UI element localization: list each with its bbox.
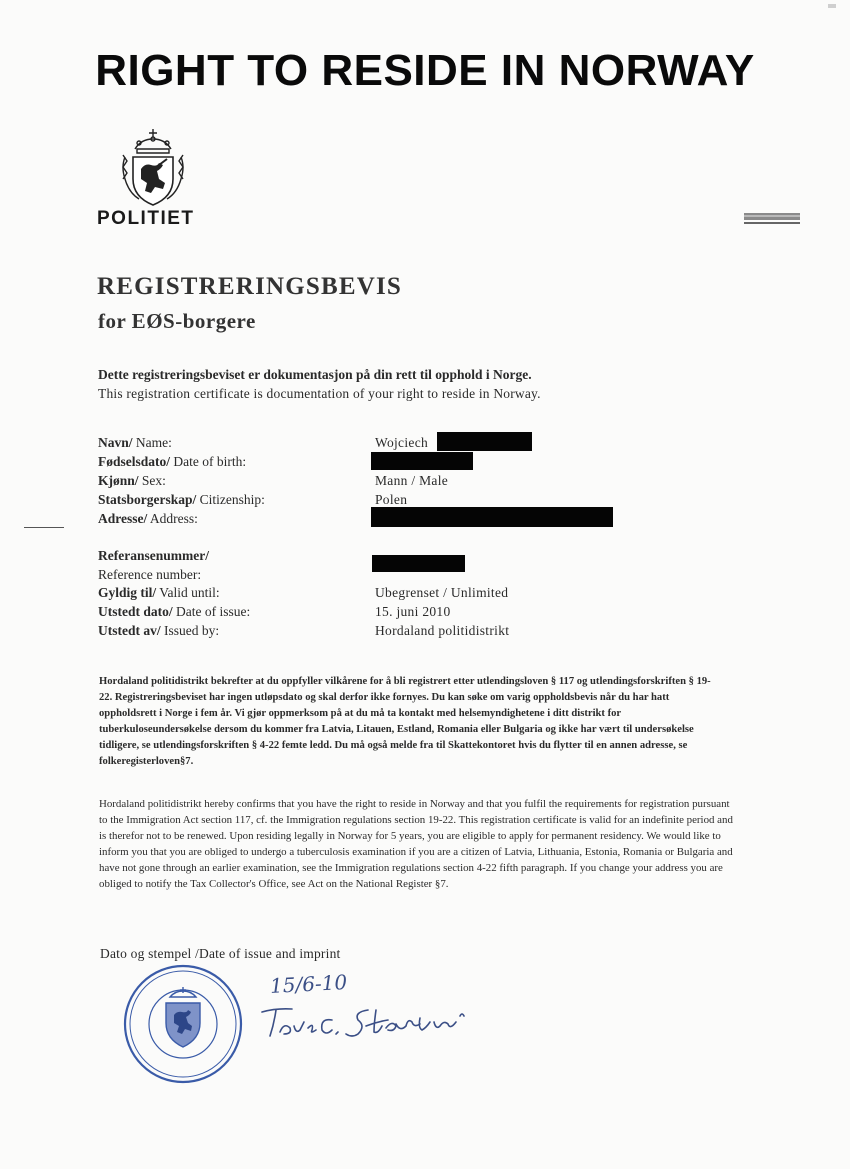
address-redaction <box>371 507 613 527</box>
name-label: Navn/ Name: <box>98 435 172 450</box>
scan-speck <box>828 4 836 8</box>
politiet-logo-text: POLITIET <box>97 208 195 229</box>
margin-rule <box>24 527 64 528</box>
document-subtitle: for EØS-borgere <box>98 309 256 333</box>
date-of-issue-label: Utstedt dato/ Date of issue: <box>98 604 251 619</box>
dob-redaction <box>371 452 473 470</box>
reference-label: Referansenummer/ <box>98 548 209 563</box>
name-value: Wojciech <box>375 435 429 450</box>
address-label: Adresse/ Address: <box>98 511 198 526</box>
sex-value: Mann / Male <box>375 473 449 488</box>
valid-until-label: Gyldig til/ Valid until: <box>98 585 220 600</box>
intro-english: This registration certificate is documentation of your right to reside in Norway. <box>98 386 541 401</box>
issued-by-label: Utstedt av/ Issued by: <box>98 623 220 638</box>
date-stamp-label: Dato og stempel /Date of issue and imprint <box>100 946 341 961</box>
citizenship-value: Polen <box>375 492 408 507</box>
citizenship-label: Statsborgerskap/ Citizenship: <box>98 492 265 507</box>
coat-of-arms-icon <box>117 127 189 209</box>
document-title: REGISTRERINGSBEVIS <box>97 273 403 300</box>
headline: RIGHT TO RESIDE IN NORWAY <box>95 46 755 95</box>
dob-label: Fødselsdato/ Date of birth: <box>98 454 247 469</box>
signature-icon <box>258 998 473 1044</box>
police-stamp-icon <box>122 963 244 1085</box>
paragraph-norwegian: Hordaland politidistrikt bekrefter at du oppfyller vilkårene for å bli registrert etter utlendingsloven § 117 og utlendingsforskriften § 19-22. Registreringsbeviset har ingen utløpsdato og skal derfor ikke fornyes. Du kan søke om varig oppholdsbevis når du har hatt oppholdsrett i Norge i fem år. Vi gjør oppmerksom på at du må ta kontakt med helsemyndighetene i ditt distrikt for tuberkuloseundersøkelse dersom du kommer fra Latvia, Litauen, Estland, Romania eller Bulgaria og ikke har vært til undersøkelse tidligere, se utlendingsforskriften § 4-22 femte ledd. Du må også melde fra til Skattekontoret hvis du flytter til en annen adresse, se folkeregisterloven§7. <box>99 676 711 767</box>
issued-by-value: Hordaland politidistrikt <box>375 623 510 638</box>
sex-label: Kjønn/ Sex: <box>98 473 166 488</box>
name-redaction <box>437 432 532 451</box>
paragraph-english: Hordaland politidistrikt hereby confirms that you have the right to reside in Norway and that you fulfil the requirements for registration pursuant to the Immigration Act section 117, cf. the Immigration regulations section 19-22. This registration certificate is valid for an indefinite period and is therefor not to be renewed. Upon residing legally in Norway for 5 years, you are eligible to apply for permanent residency. We would like to inform you that you are obliged to undergo a tuberculosis examination if you are a citizen of Latvia, Lithuania, Estonia, Romania or Bulgaria and have not gone through an earlier examination, see the Immigration regulations section 4-22 fifth paragraph. If you change your address you are obliged to notify the Tax Collector's Office, see Act on the National Register §7. <box>99 798 733 890</box>
scan-artifact-mark <box>744 213 800 227</box>
handwritten-date: 15/6-10 <box>269 969 348 999</box>
reference-redaction <box>372 555 465 572</box>
reference-label-english: Reference number: <box>98 567 202 582</box>
date-of-issue-value: 15. juni 2010 <box>375 604 451 619</box>
intro-norwegian: Dette registreringsbeviset er dokumentasjon på din rett til opphold i Norge. <box>98 367 532 382</box>
valid-until-value: Ubegrenset / Unlimited <box>375 585 509 600</box>
